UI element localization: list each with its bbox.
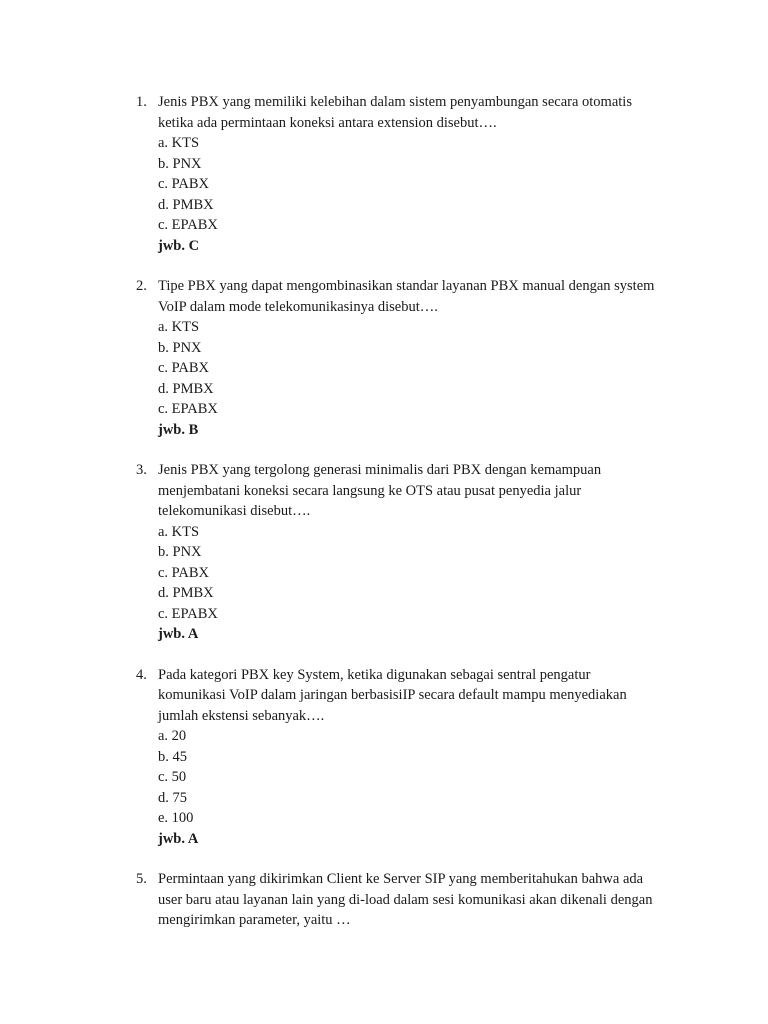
question-body <box>158 665 686 850</box>
question-text-line: jumlah ekstensi sebanyak…. <box>158 707 325 724</box>
option-item: a. 20 <box>158 728 187 744</box>
options-list <box>158 522 686 625</box>
question-2 <box>0 276 768 440</box>
question-text-line: Permintaan yang dikirimkan Client ke Server SIP yang memberitahukan bahwa ada <box>158 871 644 887</box>
option-item: b. PNX <box>158 155 202 172</box>
question-text-line: Jenis PBX yang tergolong generasi minimalis dari PBX dengan kemampuan <box>158 462 602 478</box>
question-body <box>158 869 686 931</box>
question-text-line: mengirimkan parameter, yaitu … <box>158 912 351 928</box>
option-item: d. PMBX <box>158 585 214 601</box>
option-item: c. PABX <box>158 360 210 376</box>
option-item: b. 45 <box>158 748 187 765</box>
question-3 <box>0 460 768 645</box>
question-4 <box>0 665 768 850</box>
option-item: a. KTS <box>158 135 200 151</box>
option-item: d. 75 <box>158 789 187 806</box>
question-number: 4. <box>136 666 147 683</box>
option-item: c. EPABX <box>158 401 218 417</box>
options-list <box>158 133 686 236</box>
options-list <box>158 317 686 420</box>
option-item: c. EPABX <box>158 217 218 233</box>
question-text-line: Tipe PBX yang dapat mengombinasikan standar layanan PBX manual dengan system <box>158 278 655 294</box>
question-5 <box>0 869 768 931</box>
answer-key: jwb. A <box>158 830 199 847</box>
question-number: 3. <box>136 462 147 478</box>
option-item: b. PNX <box>158 544 202 560</box>
option-item: c. 50 <box>158 769 187 785</box>
document-page <box>0 92 768 951</box>
option-item: d. PMBX <box>158 196 214 213</box>
question-text-line: VoIP dalam mode telekomunikasinya disebut…. <box>158 298 438 315</box>
option-item: a. KTS <box>158 523 200 540</box>
question-1 <box>0 92 768 256</box>
question-body <box>158 92 686 256</box>
option-item: c. PABX <box>158 564 210 581</box>
question-body <box>158 276 686 440</box>
question-number: 1. <box>136 94 147 110</box>
question-text-line: ketika ada permintaan koneksi antara extension disebut…. <box>158 114 497 131</box>
question-text-line: komunikasi VoIP dalam jaringan berbasisiIP secara default mampu menyediakan <box>158 687 627 703</box>
question-number: 2. <box>136 278 147 294</box>
option-item: c. PABX <box>158 176 210 192</box>
answer-key: jwb. B <box>158 421 199 438</box>
question-text-line: Pada kategori PBX key System, ketika digunakan sebagai sentral pengatur <box>158 666 591 683</box>
option-item: a. KTS <box>158 319 200 335</box>
option-item: c. EPABX <box>158 605 218 622</box>
option-item: e. 100 <box>158 810 194 826</box>
option-item: d. PMBX <box>158 380 214 397</box>
option-item: b. PNX <box>158 339 202 356</box>
question-number: 5. <box>136 871 147 887</box>
answer-key: jwb. C <box>158 237 200 254</box>
answer-key: jwb. A <box>158 626 199 642</box>
question-text-line: Jenis PBX yang memiliki kelebihan dalam sistem penyambungan secara otomatis <box>158 94 632 110</box>
question-text-line: telekomunikasi disebut…. <box>158 503 311 519</box>
question-text-line: user baru atau layanan lain yang di-load dalam sesi komunikasi akan dikenali dengan <box>158 891 653 908</box>
question-text-line: menjembatani koneksi secara langsung ke OTS atau pusat penyedia jalur <box>158 482 582 499</box>
options-list <box>158 726 686 829</box>
question-body <box>158 460 686 645</box>
